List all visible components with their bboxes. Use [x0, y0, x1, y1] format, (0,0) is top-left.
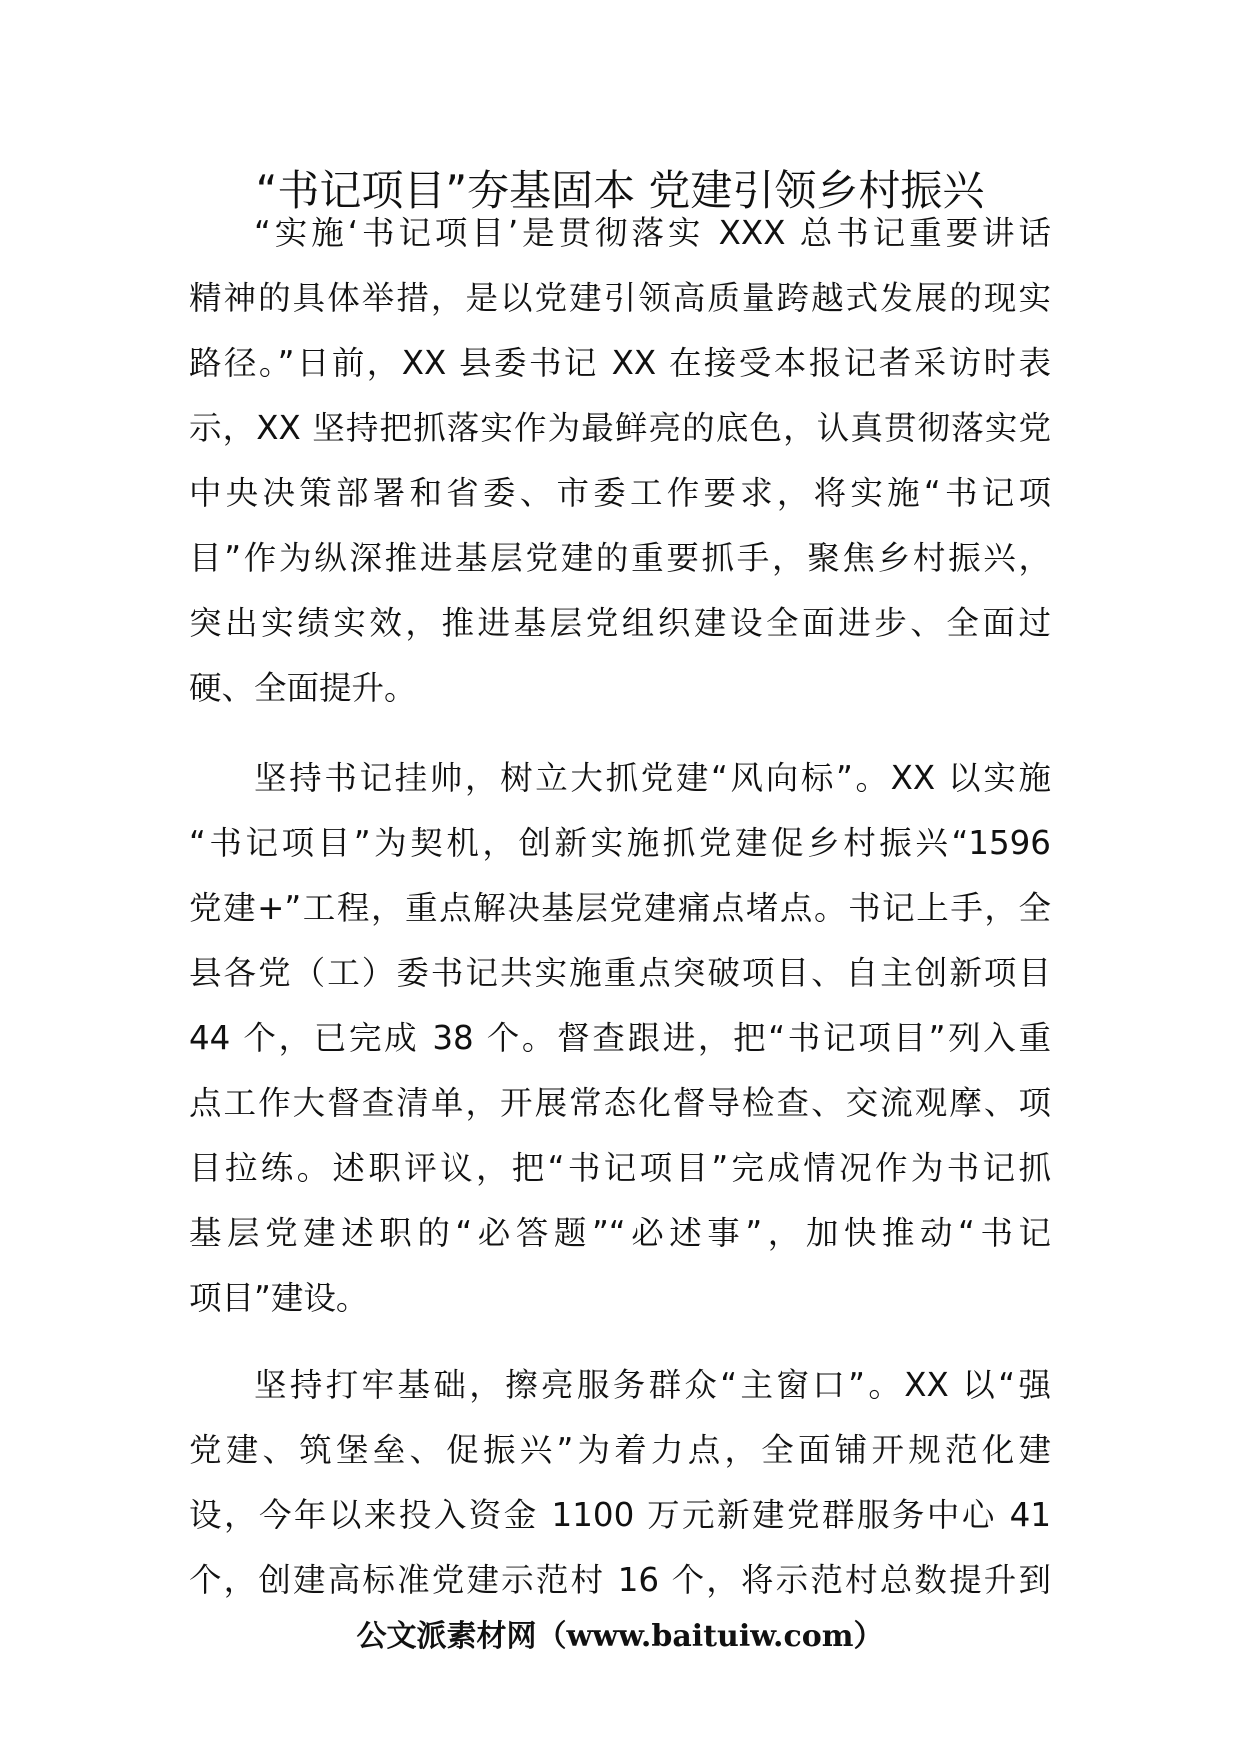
- paragraph-line: 点工作大督查清单，开展常态化督导检查、交流观摩、项: [189, 1084, 1051, 1122]
- paragraph-line: 路径。”日前，XX 县委书记 XX 在接受本报记者采访时表: [189, 344, 1051, 382]
- paragraph-line: 党建、筑堡垒、促振兴”为着力点，全面铺开规范化建: [189, 1431, 1051, 1469]
- paragraph-3: [189, 1353, 1051, 1613]
- paragraph-line: 示，XX 坚持把抓落实作为最鲜亮的底色，认真贯彻落实党: [189, 409, 1051, 447]
- paragraph-line: 目”作为纵深推进基层党建的重要抓手，聚焦乡村振兴，: [189, 539, 1051, 577]
- paragraph-line: 坚持打牢基础，擦亮服务群众“主窗口”。XX 以“强: [254, 1366, 1051, 1404]
- paragraph-line: 44 个，已完成 38 个。督查跟进，把“书记项目”列入重: [189, 1019, 1051, 1057]
- paragraph-line: 突出实绩实效，推进基层党组织建设全面进步、全面过: [189, 604, 1051, 642]
- paragraph-line: “实施‘书记项目’是贯彻落实 XXX 总书记重要讲话: [254, 214, 1051, 252]
- paragraph-line: 个，创建高标准党建示范村 16 个，将示范村总数提升到: [189, 1561, 1051, 1599]
- paragraph-line: 党建+”工程，重点解决基层党建痛点堵点。书记上手，全: [189, 889, 1051, 927]
- paragraph-line: 项目”建设。: [189, 1279, 369, 1317]
- paragraph-line: 基层党建述职的“必答题”“必述事”，加快推动“书记: [189, 1214, 1051, 1252]
- paragraph-1: [189, 201, 1051, 721]
- paragraph-line: “书记项目”为契机，创新实施抓党建促乡村振兴“1596: [189, 824, 1051, 862]
- paragraph-line: 设，今年以来投入资金 1100 万元新建党群服务中心 41: [189, 1496, 1051, 1534]
- paragraph-line: 中央决策部署和省委、市委工作要求，将实施“书记项: [189, 474, 1051, 512]
- document-title: “书记项目”夯基固本 党建引领乡村振兴: [255, 166, 985, 215]
- paragraph-line: 目拉练。述职评议，把“书记项目”完成情况作为书记抓: [189, 1149, 1051, 1187]
- paragraph-line: 县各党（工）委书记共实施重点突破项目、自主创新项目: [189, 954, 1051, 992]
- paragraph-line: 硬、全面提升。: [189, 669, 417, 707]
- paragraph-2: [189, 746, 1051, 1331]
- paragraph-line: 坚持书记挂帅，树立大抓党建“风向标”。XX 以实施: [254, 759, 1051, 797]
- paragraph-line: 精神的具体举措，是以党建引领高质量跨越式发展的现实: [189, 279, 1051, 317]
- footer-watermark: 公文派素材网（www.baituiw.com）: [356, 1619, 884, 1654]
